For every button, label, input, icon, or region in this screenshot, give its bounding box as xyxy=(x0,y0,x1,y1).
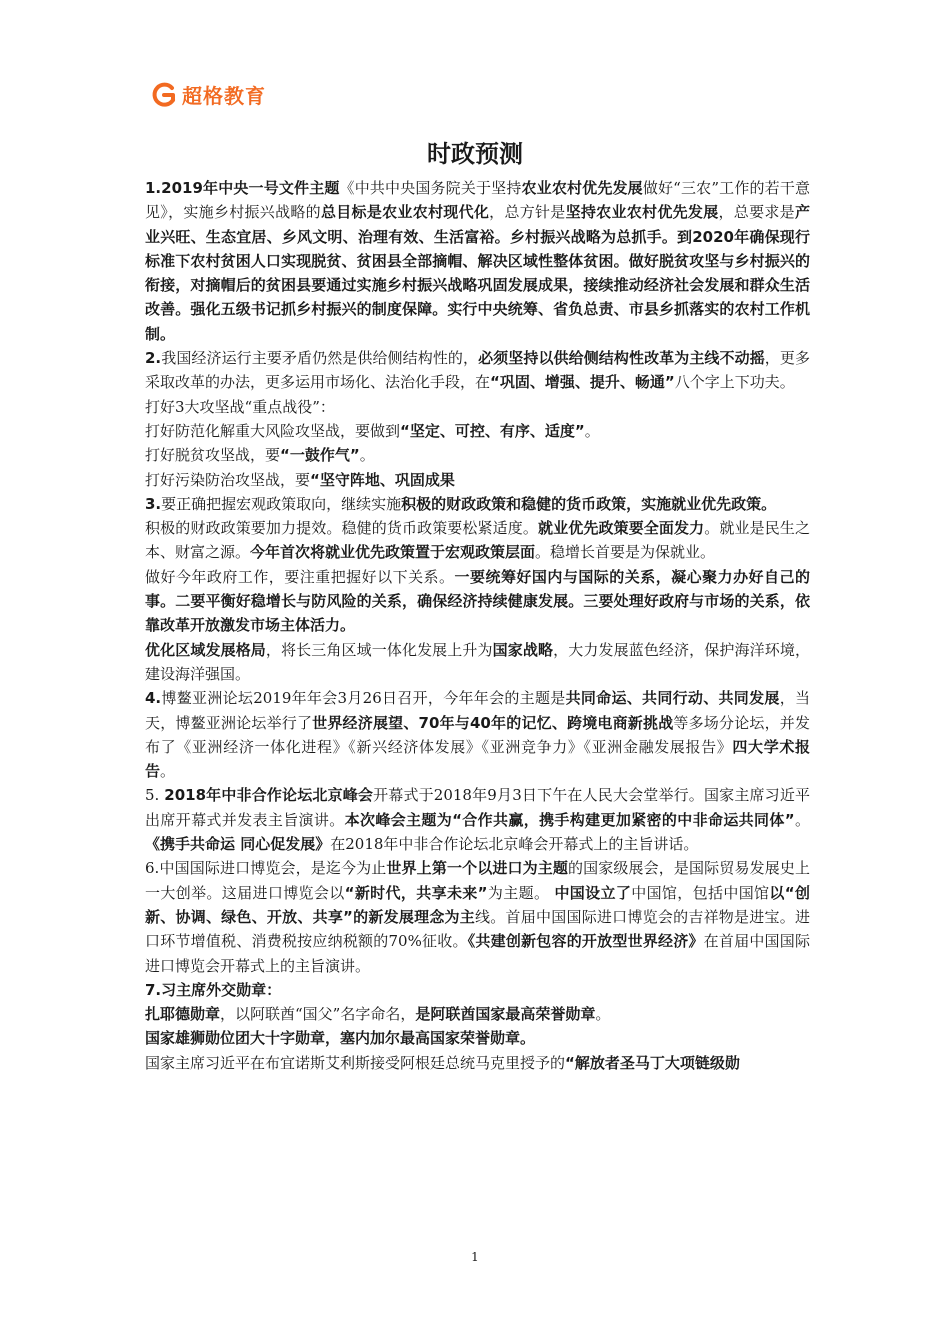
text: 做好“三农”工作的若干意见》，实施乡村振兴战略的 xyxy=(145,179,810,222)
paragraph xyxy=(145,638,810,687)
text: ，以阿联酋“国父”名字命名， xyxy=(220,1005,416,1024)
document-body xyxy=(145,176,810,1075)
text: 我国经济运行主要矛盾仍然是供给侧结构性的， xyxy=(161,349,479,368)
bold-text: 中国设立了 xyxy=(554,883,632,902)
text: 线。首届中国国际进口博览会的吉祥物是进宝。进口环节增值税、消费税按应纳税额的70%征收。 xyxy=(145,907,810,951)
bold-text: “解放者圣马丁大项链级勋 xyxy=(565,1053,740,1072)
text: 积极的财政政策要加力提效。稳健的货币政策要松紧适度。 xyxy=(145,519,538,538)
paragraph xyxy=(145,1051,810,1075)
bold-text: 就业优先政策要全面发力 xyxy=(538,519,705,538)
paragraph xyxy=(145,395,810,419)
paragraph xyxy=(145,783,810,856)
text: 。 xyxy=(595,1005,611,1024)
paragraph xyxy=(145,978,810,1002)
bold-text: 坚持农业农村优先发展 xyxy=(565,203,719,222)
bold-text: 7.习主席外交勋章： xyxy=(145,980,282,999)
bold-text: 四大学术报告 xyxy=(145,737,810,781)
bold-text: “巩固、增强、提升、畅通” xyxy=(490,373,675,392)
text: ，总要求是 xyxy=(718,203,795,222)
bold-text: 今年首次将就业优先政策置于宏观政策层面 xyxy=(250,543,536,562)
bold-text: 1.2019年中央一号文件主题 xyxy=(145,179,340,197)
paragraph xyxy=(145,443,810,467)
text: 。 xyxy=(160,762,176,781)
bold-text: 世界上第一个以进口为主题 xyxy=(386,859,568,878)
brand-logo xyxy=(150,80,266,109)
text: 。就业是民生之本、财富之源。 xyxy=(145,519,810,562)
text: 为主题。 xyxy=(487,883,555,902)
bold-text: 《共建创新包容的开放型世界经济》 xyxy=(467,932,704,951)
paragraph xyxy=(145,565,810,638)
bold-text: 优化区域发展格局 xyxy=(145,640,266,659)
text: 。 xyxy=(584,421,600,440)
bold-text: 扎耶德勋章 xyxy=(145,1005,221,1024)
text: 在2018年中非合作论坛北京峰会开幕式上的主旨讲话。 xyxy=(330,835,699,854)
page-number: 1 xyxy=(471,1250,479,1264)
logo-text: 超格教育 xyxy=(182,84,266,108)
bold-text: 4. xyxy=(145,689,162,708)
paragraph xyxy=(145,1026,810,1050)
bold-text: 2018年中非合作论坛北京峰会 xyxy=(164,786,374,805)
bold-text: 2. xyxy=(145,349,162,368)
bold-text: 本次峰会主题为“合作共赢，携手构建更加紧密的中非命运共同体” xyxy=(344,810,795,829)
text: 中国馆，包括中国馆 xyxy=(631,883,770,902)
text: 打好防范化解重大风险攻坚战，要做到 xyxy=(145,421,401,440)
bold-text: “新时代，共享未来” xyxy=(344,883,488,902)
bold-text: 总目标是农业农村现代化 xyxy=(320,203,490,222)
text: 打好脱贫攻坚战，要 xyxy=(145,446,281,465)
bold-text: 国家雄狮勋位团大十字勋章，塞内加尔最高国家荣誉勋章。 xyxy=(145,1029,536,1048)
text: ，更多采取改革的办法，更多运用市场化、法治化手段，在 xyxy=(145,349,810,392)
text: ，总方针是 xyxy=(489,203,566,222)
text: 《中共中央国务院关于坚持 xyxy=(339,179,522,197)
bold-text: 积极的财政政策和稳健的货币政策，实施就业优先政策。 xyxy=(401,494,777,513)
paragraph xyxy=(145,1002,810,1026)
bold-text: “坚守阵地、巩固成果 xyxy=(310,470,455,489)
text: 。稳增长首要是为保就业。 xyxy=(535,543,716,562)
text: 。 xyxy=(794,810,810,829)
paragraph xyxy=(145,346,810,395)
bold-text: 3. xyxy=(145,494,162,513)
text: 打好3大攻坚战“重点战役”： xyxy=(145,397,335,416)
bold-text: “一鼓作气” xyxy=(280,446,360,465)
bold-text: 《携手共命运 同心促发展》 xyxy=(145,835,331,854)
text: 博鳌亚洲论坛2019年年会3月26日召开，今年年会的主题是 xyxy=(161,689,566,708)
text: 打好污染防治攻坚战，要 xyxy=(145,470,311,489)
paragraph xyxy=(145,686,810,783)
bold-text: 世界经济展望、70年与40年的记忆、跨境电商新挑战 xyxy=(312,713,674,732)
text: ，大力发展蓝色经济，保护海洋环境，建设海洋强国。 xyxy=(145,640,810,683)
text: 等多场分论坛，并发布了《亚洲经济一体化进程》《新兴经济体发展》《亚洲竞争力》《亚洲金融发展报告》 xyxy=(145,713,810,756)
text: 要正确把握宏观政策取向，继续实施 xyxy=(161,494,402,513)
bold-text: 一要统筹好国内与国际的关系，凝心聚力办好自己的事。二要平衡好稳增长与防风险的关系，确保经济持续健康发展。三要处理好政府与市场的关系，依靠改革开放激发市场主体活力。 xyxy=(145,567,810,635)
bold-text: 必须坚持以供给侧结构性改革为主线不动摇 xyxy=(478,349,765,368)
bold-text: 农业农村优先发展 xyxy=(521,179,643,197)
logo-mark-icon xyxy=(150,81,178,109)
text: 。 xyxy=(359,446,375,465)
paragraph xyxy=(145,516,810,565)
text: 做好今年政府工作，要注重把握好以下关系。 xyxy=(145,567,455,586)
bold-text: 是阿联酋国家最高荣誉勋章 xyxy=(415,1005,596,1024)
text: 5. xyxy=(145,786,165,805)
text: 在首届中国国际进口博览会开幕式上的主旨演讲。 xyxy=(145,932,810,975)
text: ，当天，博鳌亚洲论坛举行了 xyxy=(145,689,810,732)
text: ，将长三角区域一体化发展上升为 xyxy=(265,640,493,659)
bold-text: 共同命运、共同行动、共同发展 xyxy=(565,689,780,708)
bold-text: 国家战略 xyxy=(492,640,554,659)
text: 八个字上下功夫。 xyxy=(674,373,795,392)
text: 国家主席习近平在布宜诺斯艾利斯接受阿根廷总统马克里授予的 xyxy=(145,1053,566,1072)
text: 6.中国国际进口博览会，是迄今为止 xyxy=(145,859,387,878)
paragraph xyxy=(145,856,810,977)
paragraph xyxy=(145,492,810,516)
paragraph xyxy=(145,468,810,492)
page-title: 时政预测 xyxy=(427,140,523,168)
paragraph xyxy=(145,176,810,346)
bold-text: 以“创新、协调、绿色、开放、共享”的新发展理念为主 xyxy=(145,883,810,926)
text: 的国家级展会，是国际贸易发展史上一大创举。这届进口博览会以 xyxy=(145,859,810,902)
bold-text: 产业兴旺、生态宜居、乡风文明、治理有效、生活富裕。乡村振兴战略为总抓手。到2020年确保现行标准下农村贫困人口实现脱贫、贫困县全部摘帽、解决区域性整体贫困。做好脱贫攻坚与乡村振兴的衔接，对摘帽后的贫困县要通过实施乡村振兴战略巩固发展成果，接续推动经济社会发展和群众生活改善。强化五级书记抓乡村振兴的制度保障。实行中央统筹、省负总责、市县乡抓落实的农村工作机制。 xyxy=(145,203,810,343)
bold-text: “坚定、可控、有序、适度” xyxy=(400,421,585,440)
text: 开幕式于2018年9月3日下午在人民大会堂举行。国家主席习近平出席开幕式并发表主旨演讲。 xyxy=(145,786,811,829)
paragraph xyxy=(145,419,810,443)
